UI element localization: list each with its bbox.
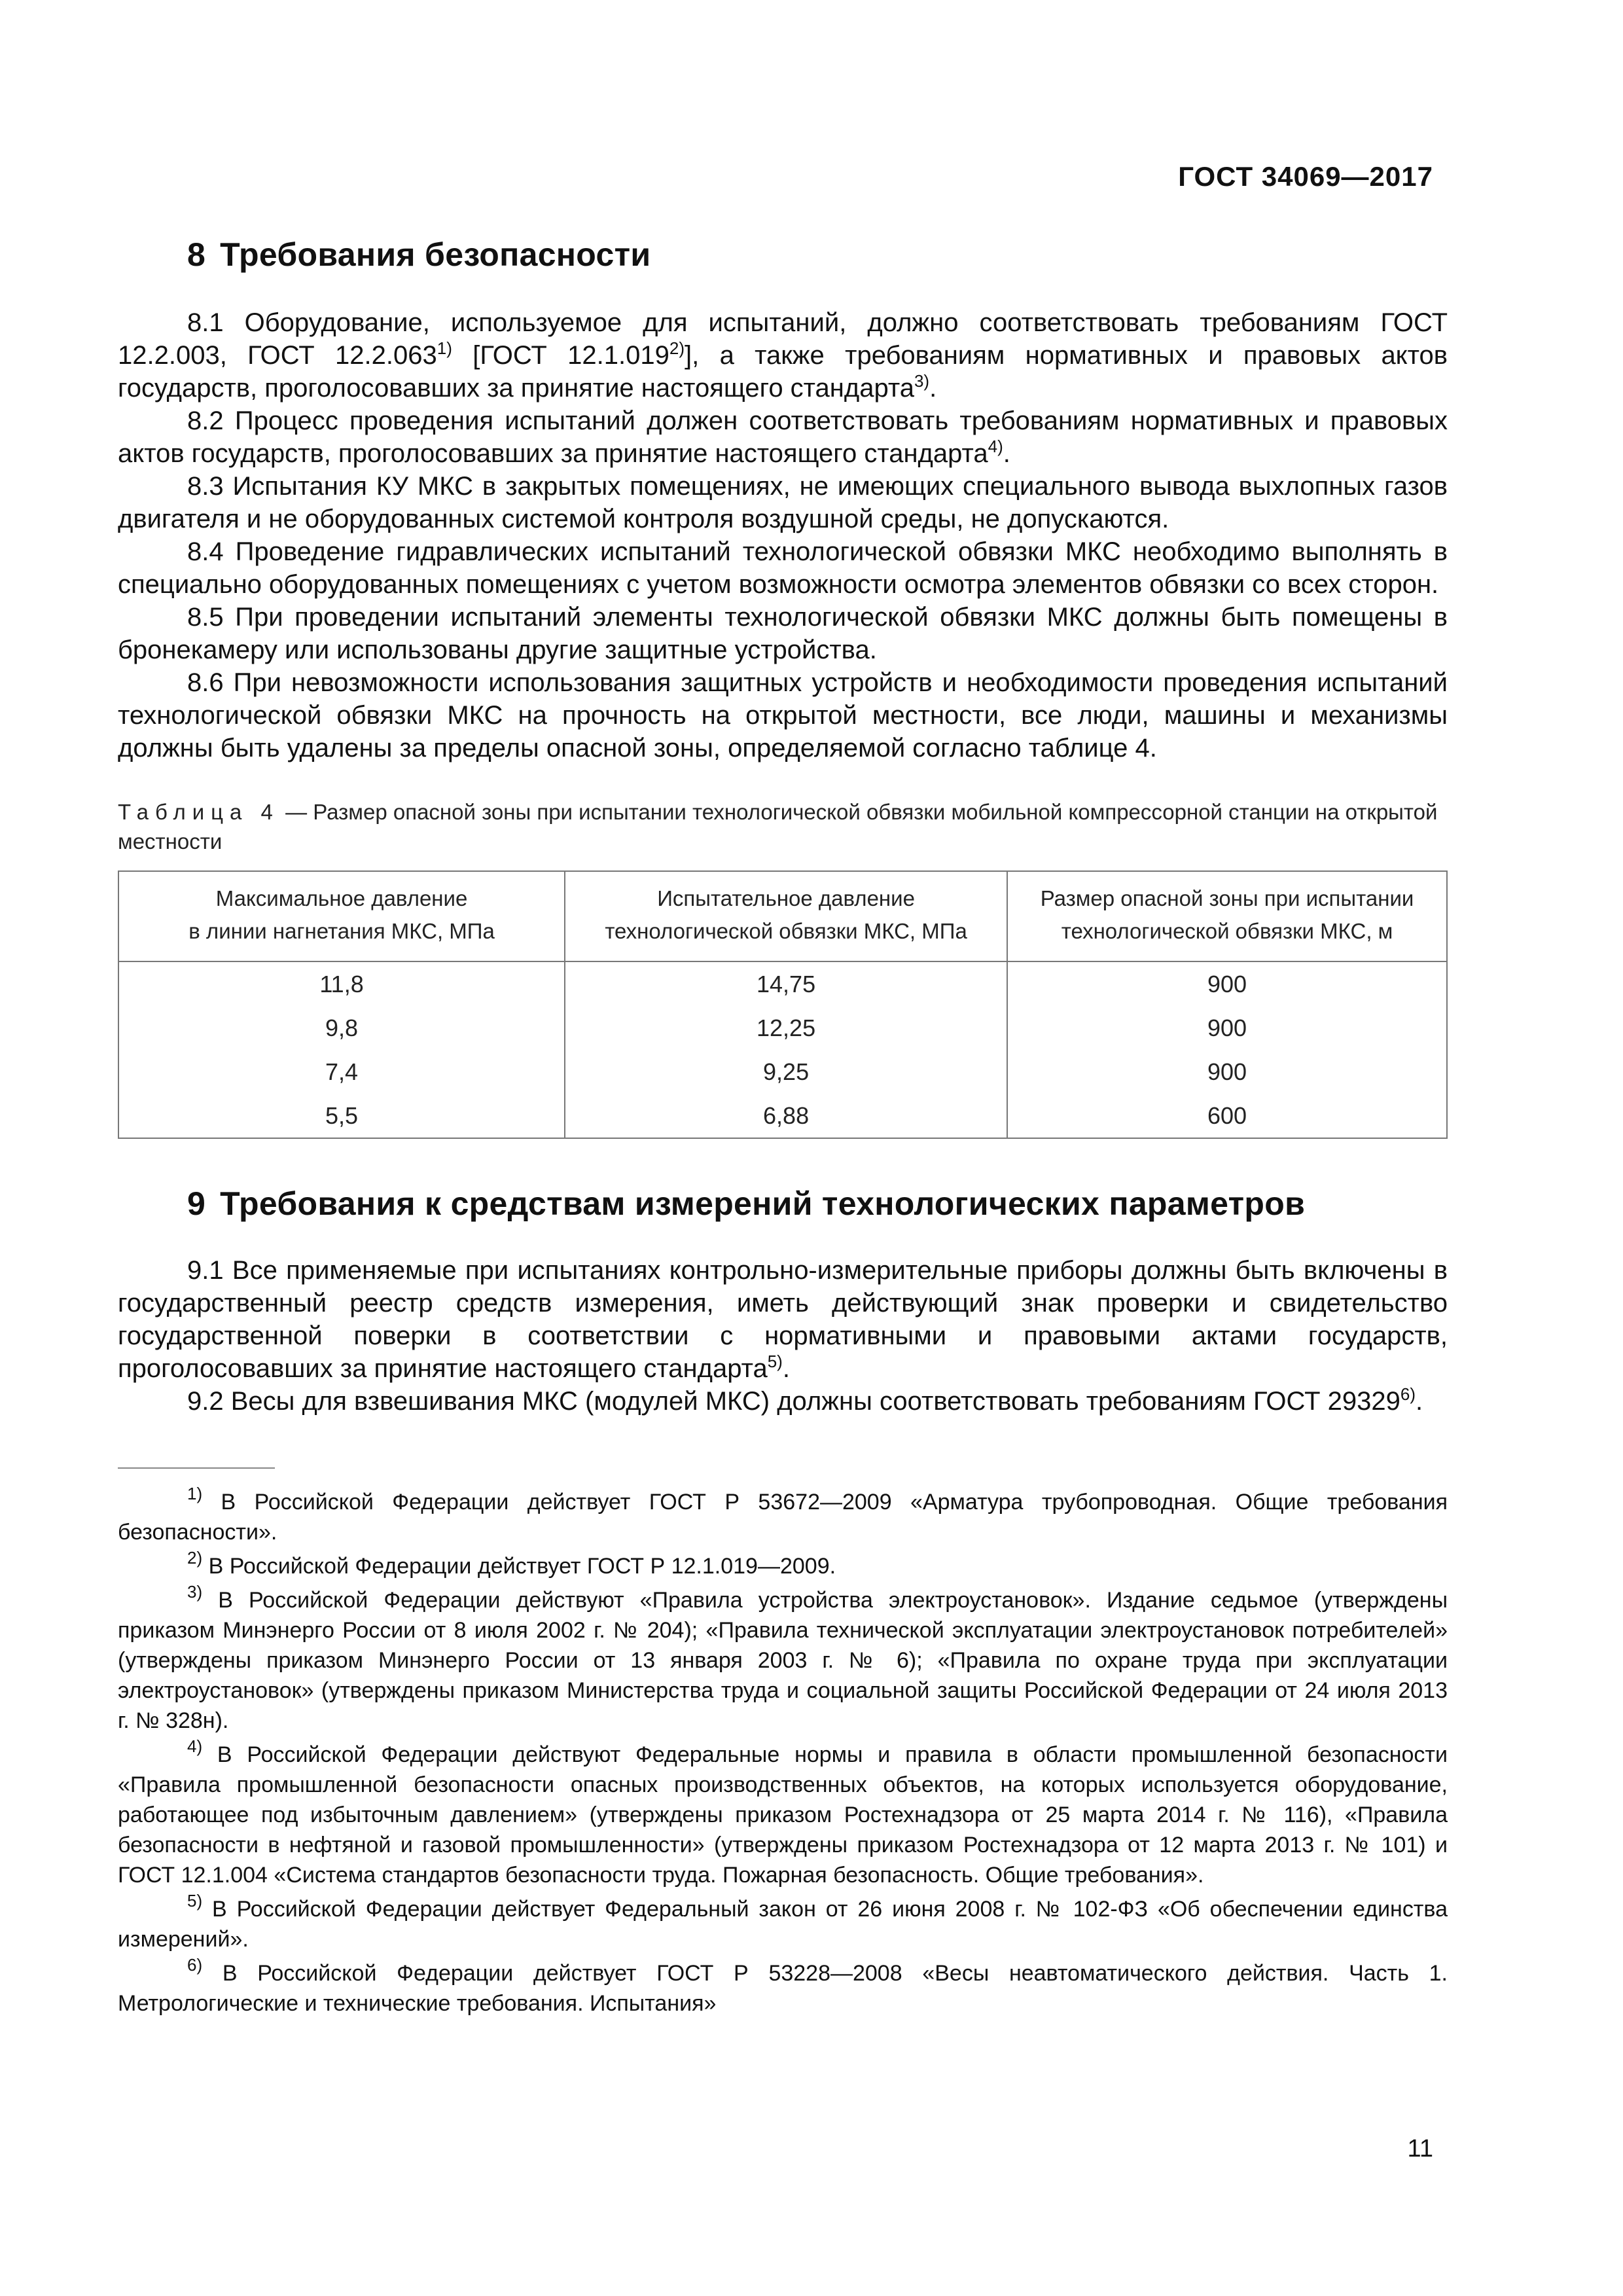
column-header-max-pressure: Максимальное давление в линии нагнетания МКС, МПа: [118, 871, 565, 961]
footnote-ref-2[interactable]: 2): [669, 338, 685, 358]
table-cell: 900: [1007, 1050, 1447, 1094]
table-cell: 14,75: [565, 961, 1007, 1006]
footnote-3: $^{3)}$ В Российской Федерации действуют «Правила устройства электроустановок». Издание седьмое (утверждены приказом Минэнерго России от 8 июля 2002 г. № 204); «Правила технической эксплуатации электроустановок потребителей» (утверждены приказом Минэнерго России от 13 января 2003 г. № 6); «Правила по охране труда при эксплуатации электроустановок» (утверждены приказом Министерства труда и социальной защиты Российской Федерации от 24 июля 2013 г. № 328н).: [118, 1582, 1448, 1733]
table-cell: 900: [1007, 961, 1447, 1006]
table-4-caption-text: — Размер опасной зоны при испытании технологической обвязки мобильной компрессорной станции на открытой местности: [118, 800, 1438, 853]
paragraph-8-2: 8.2 Процесс проведения испытаний должен соответствовать требованиям нормативных и правовых актов государств, проголосовавших за принятие настоящего стандарта$^{4)}$.: [118, 406, 1448, 468]
section-8-number: 8: [187, 236, 206, 273]
page-content: [118, 236, 1448, 2022]
footnote-ref-5[interactable]: 5): [767, 1352, 783, 1371]
paragraph-8-5: 8.5 При проведении испытаний элементы технологической обвязки МКС должны быть помещены в бронекамеру или использованы другие защитные устройства.: [118, 603, 1448, 664]
table-4-caption: [118, 797, 1448, 856]
footnote-ref-3[interactable]: 3): [914, 371, 930, 391]
footnote-5: $^{5)}$ В Российской Федерации действует Федеральный закон от 26 июня 2008 г. № 102-ФЗ «Об обеспечении единства измерений».: [118, 1891, 1448, 1952]
footnote-ref-4[interactable]: 4): [988, 437, 1003, 456]
table-row: [118, 1050, 1447, 1094]
table-cell: 9,25: [565, 1050, 1007, 1094]
table-row: [118, 961, 1447, 1006]
paragraph-8-3: 8.3 Испытания КУ МКС в закрытых помещениях, не имеющих специального вывода выхлопных газов двигателя и не оборудованных системой контроля воздушной среды, не допускаются.: [118, 472, 1448, 533]
table-cell: 12,25: [565, 1006, 1007, 1050]
section-8-heading: [118, 236, 1448, 274]
table-cell: 5,5: [118, 1094, 565, 1138]
table-cell: 11,8: [118, 961, 565, 1006]
table-4: [118, 870, 1448, 1139]
section-9-heading: [118, 1185, 1448, 1223]
footnote-1: $^{1)}$ В Российской Федерации действует ГОСТ Р 53672—2009 «Арматура трубопроводная. Общие требования безопасности».: [118, 1484, 1448, 1545]
footnote-mark: 1): [187, 1484, 203, 1503]
section-9-number: 9: [187, 1185, 206, 1222]
table-cell: 900: [1007, 1006, 1447, 1050]
column-header-test-pressure: Испытательное давление технологической обвязки МКС, МПа: [565, 871, 1007, 961]
table-row: [118, 1006, 1447, 1050]
paragraph-8-1: 8.1 Оборудование, используемое для испытаний, должно соответствовать требованиям ГОСТ 12.2.003, ГОСТ 12.2.063$^{1)}$ [ГОСТ 12.1.019$^{2)}$], а также требованиям нормативных и правовых актов государств, проголосовавших за принятие настоящего стандарта$^{3)}$.: [118, 308, 1448, 403]
paragraph-8-6: 8.6 При невозможности использования защитных устройств и необходимости проведения испытаний технологической обвязки МКС на прочность на открытой местности, все люди, машины и механизмы должны быть удалены за пределы опасной зоны, определяемой согласно таблице 4.: [118, 668, 1448, 762]
page-number: 11: [1407, 2135, 1433, 2162]
document-number-header: ГОСТ 34069—2017: [1178, 161, 1433, 192]
paragraph-9-2: 9.2 Весы для взвешивания МКС (модулей МКС) должны соответствовать требованиям ГОСТ 29329$^{6)}$.: [187, 1384, 1423, 1416]
footnote-ref-6[interactable]: 6): [1400, 1384, 1416, 1404]
table-cell: 7,4: [118, 1050, 565, 1094]
table-cell: 600: [1007, 1094, 1447, 1138]
table-4-label: Таблица 4: [118, 800, 279, 824]
table-header-row: [118, 871, 1447, 961]
footnote-2: $^{2)}$ В Российской Федерации действует ГОСТ Р 12.1.019—2009.: [187, 1548, 836, 1579]
table-row: [118, 1094, 1447, 1138]
footnote-mark: 4): [187, 1736, 203, 1756]
footnote-mark: 3): [187, 1582, 203, 1602]
footnote-mark: 5): [187, 1891, 203, 1910]
paragraph-9-1: 9.1 Все применяемые при испытаниях контрольно-измерительные приборы должны быть включены в государственный реестр средств измерения, иметь действующий знак проверки и свидетельство государственной поверки в соответствии с нормативными и правовыми актами государств, проголосовавших за принятие настоящего стандарта$^{5)}$.: [118, 1256, 1448, 1383]
footnote-6: $^{6)}$ В Российской Федерации действует ГОСТ Р 53228—2008 «Весы неавтоматического действия. Часть 1. Метрологические и технические требования. Испытания»: [118, 1955, 1448, 2016]
table-cell: 9,8: [118, 1006, 565, 1050]
section-9-title: Требования к средствам измерений технологических параметров: [220, 1185, 1306, 1222]
footnotes: [118, 1484, 1448, 2018]
footnote-4: $^{4)}$ В Российской Федерации действуют Федеральные нормы и правила в области промышленной безопасности «Правила промышленной безопасности опасных производственных объектов, на которых используется оборудование, работающее под избыточным давлением» (утверждены приказом Ростехнадзора от 25 марта 2014 г. № 116), «Правила безопасности в нефтяной и газовой промышленности» (утверждены приказом Ростехнадзора от 12 марта 2013 г. № 101) и ГОСТ 12.1.004 «Система стандартов безопасности труда. Пожарная безопасность. Общие требования».: [118, 1736, 1448, 1888]
paragraph-8-4: 8.4 Проведение гидравлических испытаний технологической обвязки МКС необходимо выполнять в специально оборудованных помещениях с учетом возможности осмотра элементов обвязки со всех сторон.: [118, 537, 1448, 599]
section-8-title: Требования безопасности: [220, 236, 651, 273]
column-header-danger-zone: Размер опасной зоны при испытании технологической обвязки МКС, м: [1007, 871, 1447, 961]
footnote-mark: 6): [187, 1955, 203, 1975]
footnote-mark: 2): [187, 1548, 203, 1568]
footnote-ref-1[interactable]: 1): [437, 338, 452, 358]
footnote-divider: [118, 1467, 275, 1469]
table-cell: 6,88: [565, 1094, 1007, 1138]
